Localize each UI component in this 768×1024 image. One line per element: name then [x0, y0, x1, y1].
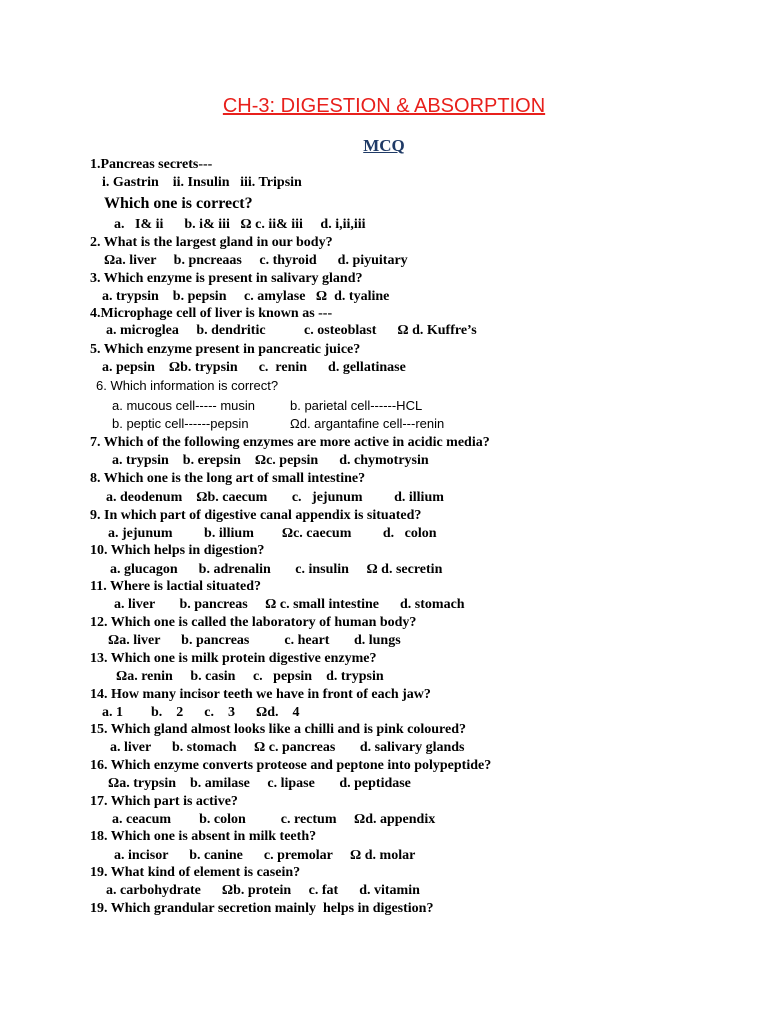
- option-line: b. peptic cell------pepsin: [112, 416, 249, 431]
- question-line: 15. Which gland almost looks like a chilli and is pink coloured?: [90, 722, 467, 737]
- option-line: Ωa. renin b. casin c. pepsin d. trypsin: [116, 669, 384, 684]
- question-line: 17. Which part is active?: [90, 794, 238, 809]
- question-line: 10. Which helps in digestion?: [90, 543, 265, 558]
- option-line: Ωa. liver b. pancreas c. heart d. lungs: [108, 633, 401, 648]
- option-line: a. ceacum b. colon c. rectum Ωd. appendix: [112, 812, 436, 827]
- question-line: 9. In which part of digestive canal appendix is situated?: [90, 508, 422, 523]
- question-line: Which one is correct?: [104, 195, 253, 212]
- question-line: 13. Which one is milk protein digestive enzyme?: [90, 651, 377, 666]
- section-heading: MCQ: [363, 136, 405, 155]
- option-line: Ωa. trypsin b. amilase c. lipase d. peptidase: [108, 776, 411, 791]
- option-line: b. parietal cell------HCL: [290, 398, 423, 413]
- question-line: 19. What kind of element is casein?: [90, 865, 301, 880]
- question-line: 11. Where is lactial situated?: [90, 579, 261, 594]
- option-line: a. deodenum Ωb. caecum c. jejunum d. illium: [106, 490, 444, 505]
- option-line: a. jejunum b. illium Ωc. caecum d. colon: [108, 526, 437, 541]
- question-line: 16. Which enzyme converts proteose and peptone into polypeptide?: [90, 758, 492, 773]
- question-line: 1.Pancreas secrets---: [90, 157, 213, 172]
- option-line: a. trypsin b. pepsin c. amylase Ω d. tyaline: [102, 289, 390, 304]
- option-line: Ωa. liver b. pncreaas c. thyroid d. piyuitary: [104, 253, 408, 268]
- option-line: Ωd. argantafine cell---renin: [290, 416, 445, 431]
- question-line: 3. Which enzyme is present in salivary gland?: [90, 271, 363, 286]
- question-line: 2. What is the largest gland in our body?: [90, 235, 333, 250]
- question-line: 4.Microphage cell of liver is known as ---: [90, 306, 333, 321]
- option-line: a. trypsin b. erepsin Ωc. pepsin d. chymotrysin: [112, 453, 429, 468]
- question-line: 19. Which grandular secretion mainly helps in digestion?: [90, 901, 434, 916]
- question-line: 5. Which enzyme present in pancreatic juice?: [90, 342, 361, 357]
- option-line: a. incisor b. canine c. premolar Ω d. molar: [114, 848, 416, 863]
- option-line: a. mucous cell----- musin: [112, 398, 256, 413]
- option-line: a. liver b. pancreas Ω c. small intestine d. stomach: [114, 597, 465, 612]
- option-line: a. glucagon b. adrenalin c. insulin Ω d. secretin: [110, 562, 443, 577]
- question-line: 12. Which one is called the laboratory of human body?: [90, 615, 417, 630]
- option-line: a. pepsin Ωb. trypsin c. renin d. gellatinase: [102, 360, 406, 375]
- question-line: 18. Which one is absent in milk teeth?: [90, 829, 317, 844]
- option-line: a. carbohydrate Ωb. protein c. fat d. vitamin: [106, 883, 420, 898]
- option-line: a. I& ii b. i& iii Ω c. ii& iii d. i,ii,iii: [114, 217, 366, 232]
- chapter-title: CH-3: DIGESTION & ABSORPTION: [222, 95, 546, 117]
- question-line: 6. Which information is correct?: [96, 378, 279, 393]
- question-line: 14. How many incisor teeth we have in front of each jaw?: [90, 687, 431, 702]
- question-line: 7. Which of the following enzymes are more active in acidic media?: [90, 435, 490, 450]
- option-line: a. 1 b. 2 c. 3 Ωd. 4: [102, 705, 300, 720]
- option-line: a. liver b. stomach Ω c. pancreas d. salivary glands: [110, 740, 465, 755]
- question-line: 8. Which one is the long art of small intestine?: [90, 471, 366, 486]
- option-line: a. microglea b. dendritic c. osteoblast Ω d. Kuffre’s: [106, 323, 477, 338]
- question-line: i. Gastrin ii. Insulin iii. Tripsin: [102, 175, 302, 190]
